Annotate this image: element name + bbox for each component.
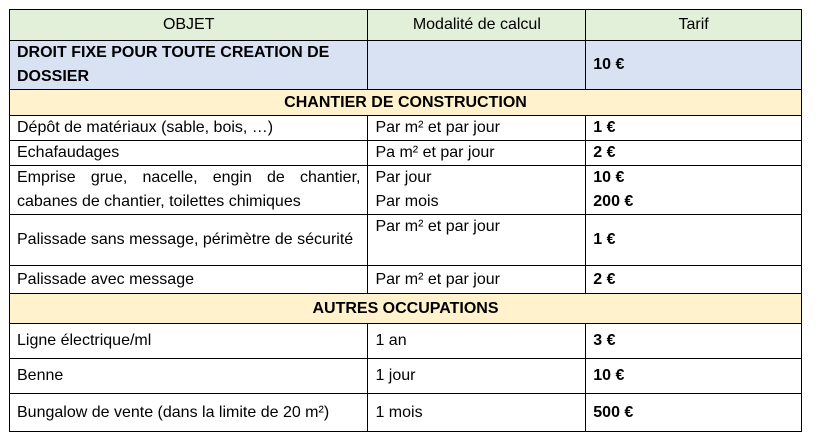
cell-modalite: 1 mois xyxy=(368,394,586,432)
cell-modalite: Par m² et par jour xyxy=(368,215,586,266)
table-row xyxy=(10,166,802,215)
cell-objet: Echafaudages xyxy=(10,141,368,166)
table-row xyxy=(10,116,802,141)
table-row xyxy=(10,359,802,394)
table-row xyxy=(10,215,802,266)
cell-objet: Bungalow de vente (dans la limite de 20 m²) xyxy=(10,394,368,432)
header-tarif: Tarif xyxy=(586,10,802,41)
table-row xyxy=(10,266,802,294)
cell-modalite: 1 jour xyxy=(368,359,586,394)
droit-fixe-modalite xyxy=(368,41,586,90)
cell-tarif: 10 € xyxy=(586,359,802,394)
cell-modalite xyxy=(368,166,586,215)
cell-modalite: Par m² et par jour xyxy=(368,116,586,141)
table-header-row xyxy=(10,10,802,41)
section-title: CHANTIER DE CONSTRUCTION xyxy=(10,90,802,116)
cell-objet: Dépôt de matériaux (sable, bois, …) xyxy=(10,116,368,141)
section-header-chantier xyxy=(10,90,802,116)
section-header-autres xyxy=(10,294,802,324)
cell-objet xyxy=(10,166,368,215)
cell-modalite-line: Par mois xyxy=(375,193,439,210)
cell-modalite: 1 an xyxy=(368,324,586,359)
cell-objet: Palissade avec message xyxy=(10,266,368,294)
table-row xyxy=(10,141,802,166)
cell-tarif: 2 € xyxy=(586,266,802,294)
cell-objet: Palissade sans message, périmètre de sécurité xyxy=(10,215,368,266)
header-modalite: Modalité de calcul xyxy=(368,10,586,41)
cell-modalite: Par m² et par jour xyxy=(368,266,586,294)
tarifs-table xyxy=(9,9,802,432)
table-row xyxy=(10,324,802,359)
table-row xyxy=(10,394,802,432)
cell-objet-line: Emprise grue, nacelle, engin de chantier, xyxy=(17,169,361,186)
cell-modalite-line: Par jour xyxy=(375,169,432,186)
cell-tarif: 500 € xyxy=(586,394,802,432)
cell-modalite: Pa m² et par jour xyxy=(368,141,586,166)
cell-objet: Ligne électrique/ml xyxy=(10,324,368,359)
header-objet: OBJET xyxy=(10,10,368,41)
cell-tarif: 3 € xyxy=(586,324,802,359)
cell-tarif xyxy=(586,166,802,215)
cell-tarif-line: 200 € xyxy=(593,193,634,210)
cell-objet-line: cabanes de chantier, toilettes chimiques xyxy=(17,193,301,210)
cell-tarif: 1 € xyxy=(586,215,802,266)
cell-tarif-line: 10 € xyxy=(593,169,625,186)
droit-fixe-label: DROIT FIXE POUR TOUTE CREATION DE DOSSIER xyxy=(10,41,368,90)
cell-tarif: 1 € xyxy=(586,116,802,141)
droit-fixe-tarif: 10 € xyxy=(586,41,802,90)
cell-tarif: 2 € xyxy=(586,141,802,166)
section-title: AUTRES OCCUPATIONS xyxy=(10,294,802,324)
cell-objet: Benne xyxy=(10,359,368,394)
droit-fixe-row xyxy=(10,41,802,90)
